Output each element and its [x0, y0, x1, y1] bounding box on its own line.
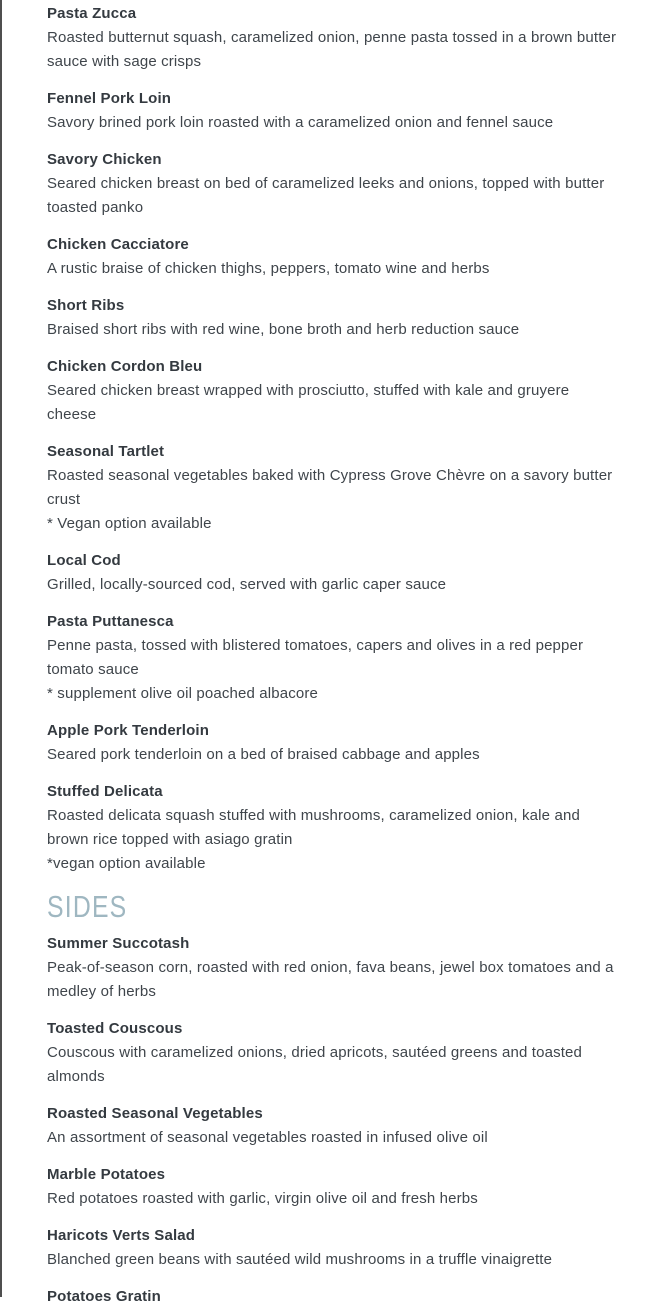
menu-item-description: Seared pork tenderloin on a bed of braised cabbage and apples — [47, 746, 480, 763]
menu-item-description: Roasted butternut squash, caramelized onion, penne pasta tossed in a brown butter sauce with sage crisps — [47, 29, 617, 70]
menu-item-name: Roasted Seasonal Vegetables — [47, 1105, 263, 1122]
menu-item-name: Savory Chicken — [47, 151, 162, 168]
menu-item — [47, 932, 621, 1004]
menu-item-description: Savory brined pork loin roasted with a caramelized onion and fennel sauce — [47, 114, 554, 131]
menu-item — [47, 549, 621, 597]
sides-list — [47, 932, 621, 1309]
menu-item-description: A rustic braise of chicken thighs, peppers, tomato wine and herbs — [47, 260, 490, 277]
menu-item — [47, 610, 621, 706]
menu-item-description: Penne pasta, tossed with blistered tomatoes, capers and olives in a red pepper tomato sauce — [47, 637, 584, 678]
menu-item — [47, 2, 621, 74]
menu-item-name: Toasted Couscous — [47, 1020, 183, 1037]
menu-item-name: Pasta Puttanesca — [47, 613, 174, 630]
menu-item-description: Roasted seasonal vegetables baked with Cypress Grove Chèvre on a savory butter crust — [47, 467, 613, 508]
menu-item-name: Chicken Cordon Bleu — [47, 358, 203, 375]
menu-item-name: Potatoes Gratin — [47, 1288, 161, 1305]
menu-item-name: Stuffed Delicata — [47, 783, 163, 800]
menu-item-description: Roasted delicata squash stuffed with mushrooms, caramelized onion, kale and brown rice topped with asiago gratin — [47, 807, 580, 848]
menu-item — [47, 1285, 621, 1309]
menu-item-name: Short Ribs — [47, 297, 125, 314]
menu-item-name: Chicken Cacciatore — [47, 236, 189, 253]
menu-item — [47, 1224, 621, 1272]
menu-item — [47, 148, 621, 220]
menu-item — [47, 87, 621, 135]
menu-item-name: Summer Succotash — [47, 935, 190, 952]
menu-item — [47, 1017, 621, 1089]
menu-item-description: Red potatoes roasted with garlic, virgin olive oil and fresh herbs — [47, 1190, 478, 1207]
menu-item — [47, 233, 621, 281]
menu-item-name: Apple Pork Tenderloin — [47, 722, 210, 739]
menu-item-name: Seasonal Tartlet — [47, 443, 165, 460]
menu-item — [47, 355, 621, 427]
menu-item-name: Fennel Pork Loin — [47, 90, 172, 107]
menu-item-note: *vegan option available — [47, 855, 206, 872]
menu-item-description: Seared chicken breast wrapped with prosciutto, stuffed with kale and gruyere cheese — [47, 382, 570, 423]
sides-heading-text: SIDES — [47, 889, 128, 924]
menu-item-note: * Vegan option available — [47, 515, 212, 532]
page-left-border — [0, 0, 2, 1297]
menu-item-name: Pasta Zucca — [47, 5, 137, 22]
menu-item — [47, 1163, 621, 1211]
menu-item — [47, 440, 621, 536]
menu-item — [47, 719, 621, 767]
menu-item — [47, 780, 621, 876]
menu-item-description: Grilled, locally-sourced cod, served with garlic caper sauce — [47, 576, 447, 593]
menu-item-description: Couscous with caramelized onions, dried apricots, sautéed greens and toasted almonds — [47, 1044, 583, 1085]
menu-item-note: * supplement olive oil poached albacore — [47, 685, 319, 702]
menu-item-description: Blanched green beans with sautéed wild mushrooms in a truffle vinaigrette — [47, 1251, 553, 1268]
menu-item-name: Haricots Verts Salad — [47, 1227, 196, 1244]
menu-item-description: Braised short ribs with red wine, bone broth and herb reduction sauce — [47, 321, 520, 338]
menu-item — [47, 294, 621, 342]
entrees-list — [47, 2, 621, 876]
menu-item-name: Local Cod — [47, 552, 121, 569]
menu-item-description: Peak-of-season corn, roasted with red onion, fava beans, jewel box tomatoes and a medley of herbs — [47, 959, 614, 1000]
menu-item-description: Seared chicken breast on bed of caramelized leeks and onions, topped with butter toasted panko — [47, 175, 605, 216]
menu-item-description: An assortment of seasonal vegetables roasted in infused olive oil — [47, 1129, 488, 1146]
menu-item — [47, 1102, 621, 1150]
sides-heading — [47, 889, 621, 925]
menu-item-name: Marble Potatoes — [47, 1166, 166, 1183]
